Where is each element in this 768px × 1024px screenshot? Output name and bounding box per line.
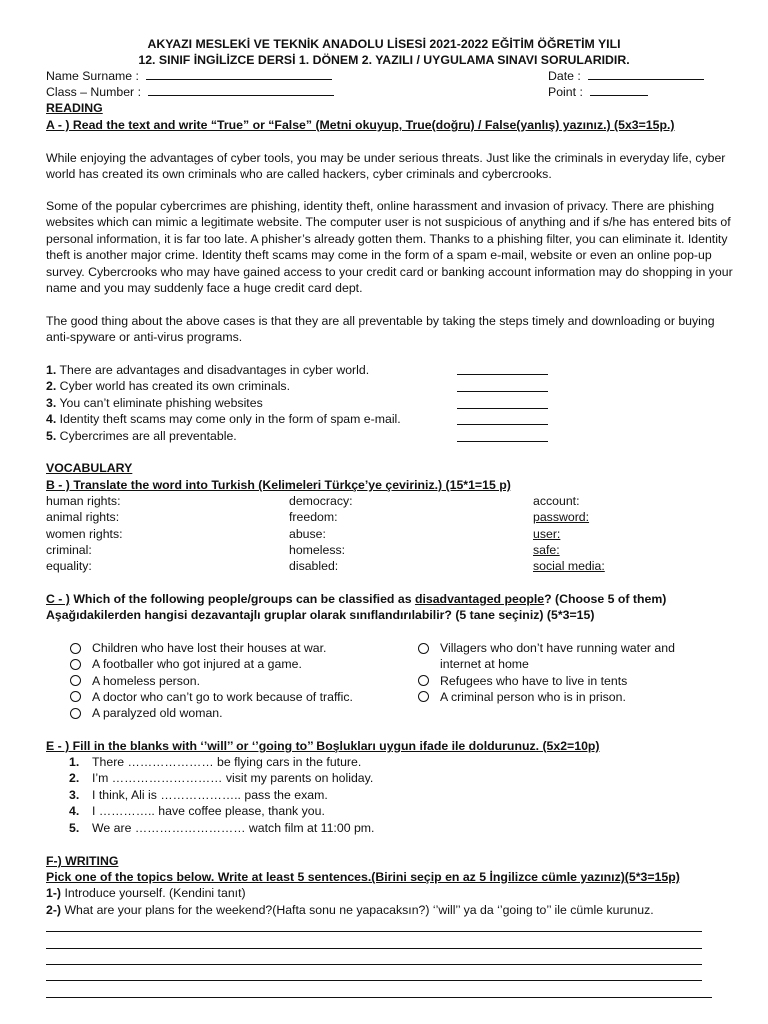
fill-num: 3. bbox=[69, 788, 80, 802]
fill-item-2[interactable]: I’m ……………………… visit my parents on holiday. bbox=[92, 771, 374, 785]
answer-blank-1[interactable] bbox=[457, 374, 548, 375]
option-circle-icon[interactable] bbox=[70, 659, 81, 670]
reading-paragraph-1: While enjoying the advantages of cyber tools, you may be under serious threats. Just like the criminals in everyday life, cyber world has created its own criminals who are called hackers, cyber criminals and cybercrooks. bbox=[46, 151, 726, 182]
point-blank[interactable] bbox=[590, 84, 648, 96]
writing-line[interactable] bbox=[46, 931, 702, 932]
option-right-1[interactable]: Villagers who don’t have running water and bbox=[440, 641, 675, 655]
sectionC-instruction-tr: Aşağıdakilerden hangisi dezavantajlı gruplar olarak sınıflandırılabilir? (5 tane seçiniz) (5*3=15) bbox=[46, 608, 595, 622]
point-field[interactable] bbox=[548, 84, 648, 100]
option-left-2[interactable]: A footballer who got injured at a game. bbox=[92, 657, 302, 671]
fill-item-1[interactable]: There ………………… be flying cars in the future. bbox=[92, 755, 362, 769]
option-left-5[interactable]: A paralyzed old woman. bbox=[92, 706, 223, 720]
vocab-word: equality: bbox=[46, 559, 92, 573]
answer-blank-4[interactable] bbox=[457, 424, 548, 425]
reading-instruction: A - ) Read the text and write “True” or “False” (Metni okuyup, True(doğru) / False(yanlış) yazınız.) (5x3=15p.) bbox=[46, 118, 675, 132]
fill-num: 5. bbox=[69, 821, 80, 835]
statement-4: 4. Identity theft scams may come only in the form of spam e-mail. bbox=[46, 412, 401, 426]
option-right-3[interactable]: A criminal person who is in prison. bbox=[440, 690, 626, 704]
writing-topic-1: 1-) Introduce yourself. (Kendini tanıt) bbox=[46, 886, 246, 900]
name-blank[interactable] bbox=[146, 68, 332, 80]
vocab-word: safe: bbox=[533, 543, 560, 557]
vocab-word: social media: bbox=[533, 559, 605, 573]
statement-2: 2. Cyber world has created its own criminals. bbox=[46, 379, 290, 393]
option-circle-icon[interactable] bbox=[418, 643, 429, 654]
option-left-3[interactable]: A homeless person. bbox=[92, 674, 200, 688]
vocab-word: homeless: bbox=[289, 543, 346, 557]
answer-blank-5[interactable] bbox=[457, 441, 548, 442]
writing-instruction: Pick one of the topics below. Write at least 5 sentences.(Birini seçip en az 5 İngilizce cümle yazınız)(5*3=15p) bbox=[46, 870, 680, 884]
writing-line[interactable] bbox=[46, 997, 712, 998]
school-title: AKYAZI MESLEKİ VE TEKNİK ANADOLU LİSESİ 2021-2022 EĞİTİM ÖĞRETİM YILI bbox=[147, 37, 621, 51]
option-circle-icon[interactable] bbox=[418, 675, 429, 686]
vocab-word: account: bbox=[533, 494, 580, 508]
option-circle-icon[interactable] bbox=[70, 708, 81, 719]
vocab-word: criminal: bbox=[46, 543, 92, 557]
statement-5: 5. Cybercrimes are all preventable. bbox=[46, 429, 237, 443]
writing-topic-2: 2-) What are your plans for the weekend?(Hafta sonu ne yapacaksın?) ‘’will’’ ya da ‘’going to’’ ile cümle kurunuz. bbox=[46, 903, 654, 917]
fill-num: 1. bbox=[69, 755, 80, 769]
vocab-word: user: bbox=[533, 527, 561, 541]
option-circle-icon[interactable] bbox=[70, 675, 81, 686]
vocab-word: freedom: bbox=[289, 510, 338, 524]
reading-paragraph-2: Some of the popular cybercrimes are phishing, identity theft, online harassment and invasion of privacy. There are phishing websites which can mimic a legitimate website. The computer user is not suspicious of anything and if s/he has entered bits of personal information, it is far too late. A phisher’s already gotten them. Thanks to a phishing filter, you can eliminate it. Identity theft is another major crime. Identity theft scams may come in the form of a spam e-mail, website or even an online pop-up survey. Cybercrooks who may have gained access to your credit card or banking account information may do shopping in your name and you may suddenly face a huge credit card dept. bbox=[46, 199, 733, 296]
vocab-word: animal rights: bbox=[46, 510, 120, 524]
class-field[interactable] bbox=[46, 84, 334, 100]
sectionE-instruction: E - ) Fill in the blanks with ‘’will’’ or ‘’going to’’ Boşlukları uygun ifade ile doldurunuz. (5x2=10p) bbox=[46, 739, 600, 753]
date-blank[interactable] bbox=[588, 68, 704, 80]
vocab-word: democracy: bbox=[289, 494, 353, 508]
vocabulary-heading: VOCABULARY bbox=[46, 461, 133, 475]
class-label: Class – Number : bbox=[46, 85, 141, 99]
option-left-1[interactable]: Children who have lost their houses at war. bbox=[92, 641, 327, 655]
answer-blank-3[interactable] bbox=[457, 408, 548, 409]
exam-title: 12. SINIF İNGİLİZCE DERSİ 1. DÖNEM 2. YAZILI / UYGULAMA SINAVI SORULARIDIR. bbox=[138, 53, 630, 67]
option-circle-icon[interactable] bbox=[418, 691, 429, 702]
answer-blank-2[interactable] bbox=[457, 391, 548, 392]
date-field[interactable] bbox=[548, 68, 704, 84]
vocab-word: password: bbox=[533, 510, 590, 524]
writing-line[interactable] bbox=[46, 980, 702, 981]
writing-line[interactable] bbox=[46, 948, 702, 949]
fill-item-3[interactable]: I think, Ali is ……………….. pass the exam. bbox=[92, 788, 328, 802]
writing-line[interactable] bbox=[46, 964, 702, 965]
vocab-word: human rights: bbox=[46, 494, 121, 508]
writing-heading: F-) WRITING bbox=[46, 854, 119, 868]
option-circle-icon[interactable] bbox=[70, 643, 81, 654]
fill-item-5[interactable]: We are ……………………… watch film at 11:00 pm. bbox=[92, 821, 375, 835]
date-label: Date : bbox=[548, 69, 581, 83]
reading-paragraph-3: The good thing about the above cases is that they are all preventable by taking the steps timely and downloading or buying anti-spyware or anti-virus programs. bbox=[46, 314, 715, 345]
fill-num: 4. bbox=[69, 804, 80, 818]
vocabulary-instruction: B - ) Translate the word into Turkish (Kelimeleri Türkçe’ye çeviriniz.) (15*1=15 p) bbox=[46, 478, 511, 492]
class-blank[interactable] bbox=[148, 84, 334, 96]
option-right-2[interactable]: Refugees who have to live in tents bbox=[440, 674, 628, 688]
point-label: Point : bbox=[548, 85, 583, 99]
sectionC-instruction: C - ) Which of the following people/groups can be classified as disadvantaged people? (Choose 5 of them) bbox=[46, 592, 667, 606]
fill-num: 2. bbox=[69, 771, 80, 785]
vocab-word: women rights: bbox=[46, 527, 123, 541]
fill-item-4[interactable]: I ………….. have coffee please, thank you. bbox=[92, 804, 325, 818]
reading-heading: READING bbox=[46, 101, 103, 115]
option-circle-icon[interactable] bbox=[70, 691, 81, 702]
vocab-word: abuse: bbox=[289, 527, 326, 541]
statement-3: 3. You can’t eliminate phishing websites bbox=[46, 396, 263, 410]
vocab-word: disabled: bbox=[289, 559, 339, 573]
statement-1: 1. There are advantages and disadvantages in cyber world. bbox=[46, 363, 370, 377]
name-label: Name Surname : bbox=[46, 69, 139, 83]
option-left-4[interactable]: A doctor who can’t go to work because of traffic. bbox=[92, 690, 353, 704]
option-right-1-cont[interactable]: internet at home bbox=[440, 657, 529, 671]
name-field[interactable] bbox=[46, 68, 332, 84]
